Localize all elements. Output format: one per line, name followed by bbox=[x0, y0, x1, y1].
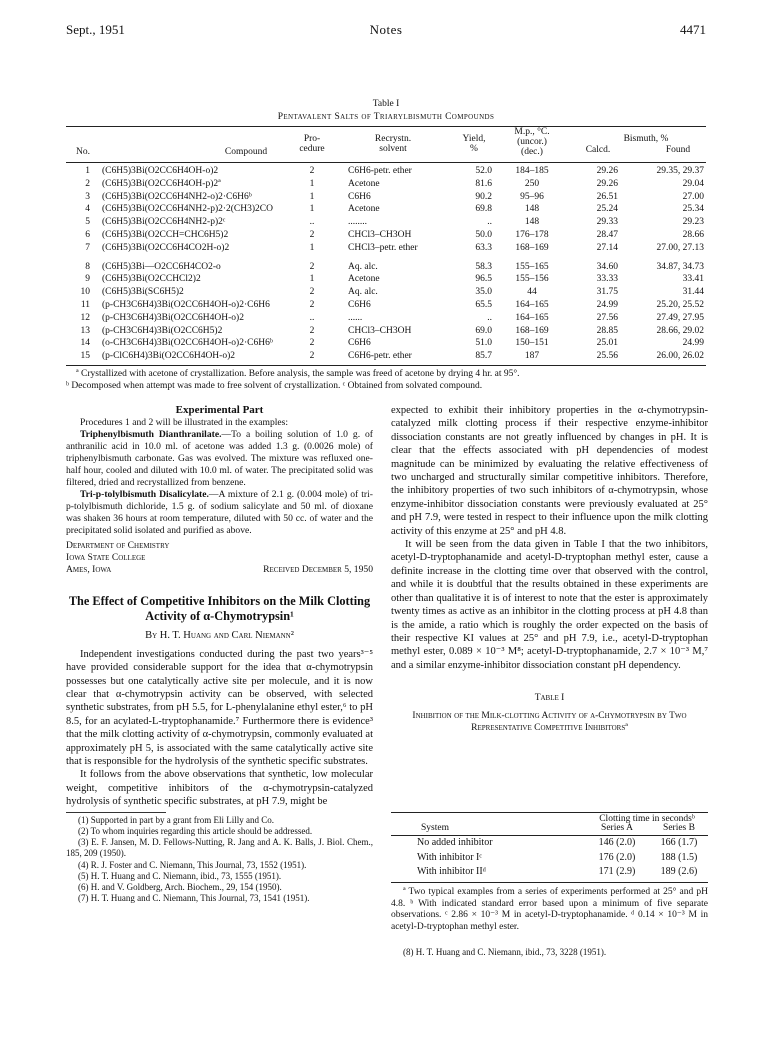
col-header-mp-3: (dec.) bbox=[521, 147, 543, 157]
table1-cell-bismuth-found: 29.35, 29.37 bbox=[656, 166, 704, 176]
table1-cell-mp: 44 bbox=[527, 287, 537, 298]
table1-body bbox=[66, 166, 706, 364]
table1-cell-bismuth-found: 24.99 bbox=[682, 338, 704, 349]
col-header-bismuth: Bismuth, % bbox=[623, 134, 669, 144]
col-header-mp-1: M.p., °C. bbox=[514, 127, 550, 137]
table1-cell-yield: 90.2 bbox=[475, 191, 492, 202]
table1-row bbox=[66, 204, 706, 217]
table1-cell-solvent: CHCl3–CH3OH bbox=[348, 325, 412, 336]
table1-cell-solvent: Acetone bbox=[348, 274, 380, 285]
table1-row bbox=[66, 274, 706, 287]
table1-cell-compound: (C6H5)3Bi(O2CC6H4OH-p)2ª bbox=[102, 178, 221, 189]
table1-cell-bismuth-calcd: 25.24 bbox=[596, 204, 618, 215]
running-header bbox=[66, 22, 706, 40]
article-title: The Effect of Competitive Inhibitors on the Milk Clotting Activity of α-Chymotrypsin¹ bbox=[68, 594, 371, 624]
table1-cell-number: 8 bbox=[85, 261, 90, 272]
table1-cell-solvent: C6H6 bbox=[348, 338, 371, 349]
header-date: Sept., 1951 bbox=[66, 22, 125, 37]
table1-cell-yield: 35.0 bbox=[475, 287, 492, 298]
table1-cell-procedure: 1 bbox=[309, 242, 315, 253]
table1-cell-compound: (C6H5)3Bi(O2CC6H4NH2-o)2·C6H6ᵇ bbox=[102, 191, 252, 202]
table1-cell-procedure: 2 bbox=[309, 261, 315, 272]
experimental-intro: Procedures 1 and 2 will be illustrated in the examples: bbox=[80, 417, 289, 429]
table1-cell-procedure: 2 bbox=[309, 287, 315, 298]
table1-header-rule bbox=[66, 162, 706, 163]
table1-cell-number: 15 bbox=[80, 351, 90, 362]
table1-cell-procedure: 2 bbox=[309, 325, 315, 336]
col-header-solvent-1: Recrystn. bbox=[374, 134, 412, 144]
table1-bottom-rule bbox=[66, 365, 706, 366]
table1-cell-yield: 96.5 bbox=[475, 274, 492, 285]
table1-cell-solvent: ...... bbox=[348, 312, 363, 323]
table2-cell-series-b: 166 (1.7) bbox=[660, 837, 698, 848]
header-section: Notes bbox=[369, 22, 403, 37]
table1-cell-mp: 164–165 bbox=[515, 300, 549, 310]
right-column bbox=[391, 404, 708, 734]
table1-row bbox=[66, 338, 706, 351]
table1-cell-compound: (C6H5)3Bi(O2CC6H4NH2-p)2·2(CH3)2CO bbox=[102, 204, 273, 215]
table1-row bbox=[66, 243, 706, 256]
table2-header-series-b: Series B bbox=[663, 823, 695, 833]
table1-cell-compound: (p-CH3C6H4)3Bi(O2CC6H4OH-o)2 bbox=[102, 312, 244, 323]
table1-cell-bismuth-calcd: 29.26 bbox=[596, 166, 618, 176]
table1-cell-bismuth-calcd: 25.01 bbox=[596, 338, 618, 349]
table2-top-rule bbox=[391, 812, 708, 813]
table1-cell-compound: (C6H5)3Bi(O2CC6H4CO2H-o)2 bbox=[102, 242, 230, 253]
table1-cell-number: 10 bbox=[80, 287, 90, 298]
table1-cell-yield: 65.5 bbox=[475, 300, 492, 310]
table1-cell-number: 12 bbox=[80, 312, 90, 323]
table1-cell-mp: 184–185 bbox=[515, 166, 549, 176]
table1-cell-solvent: Acetone bbox=[348, 178, 380, 189]
procedure-1-text: —To a boiling solution of 1.0 g. of anthranilic acid in 10.0 ml. of acetone was added 1.3 g. (0.0026 mole) of triphenylbismuth carbonate. Gas was evolved. The mixture was refluxed one-half hour, cooled and diluted with 10.0 ml. of water. The precipitated solid was filtered, dried and recrystallized from benzene. bbox=[66, 429, 373, 489]
table1-row bbox=[66, 351, 706, 364]
table1-top-rule bbox=[66, 126, 706, 127]
table1-cell-mp: 150–151 bbox=[515, 338, 549, 349]
table1-cell-bismuth-found: 26.00, 26.02 bbox=[656, 351, 704, 362]
table1-cell-bismuth-found: 25.20, 25.52 bbox=[656, 300, 704, 310]
right-paragraph-2: It will be seen from the data given in Table I that the two inhibitors, acetyl-D-tryptophanamide and acetyl-D-tryptophan methyl ester, cause a definite increase in the clotting time over that observed with the control, and while it is doubtful that the results obtained in these experiments are other than qualitative it is of interest to note that the ester is approximately twenty times as active as an inhibitor in the clotting process at pH 4.8 than is the amide, a ratio which is roughly the order expected on the basis of their respective KI values at 25° and pH 7.9, i.e., acetyl-D-tryptophan methyl ester, 0.089 × 10⁻³ M⁸; acetyl-D-tryptophanamide, 2.7 × 10⁻³ M,⁷ and a similar enzyme-inhibitor dissociation constant pH dependency. bbox=[391, 539, 708, 671]
table1-cell-procedure: 1 bbox=[309, 191, 315, 202]
table1-cell-solvent: Aq. alc. bbox=[348, 261, 378, 272]
table1-cell-yield: 85.7 bbox=[475, 351, 492, 362]
intro-paragraph-1: Independent investigations conducted during the past two years³⁻⁵ have provided considerable support for the idea that α-chymotrypsin possesses but one catalytically active site per molecule, and it is now clear that α-chymotrypsin activity can be observed, with selected synthetic substrates, from pH 5.5, for L-phenylalanine ethyl ester,⁶ to pH 8.5, for an acylated-L-tryptophanamide.⁷ Furthermore there is evidence³ that the milk clotting activity of α-chymotrypsin, commonly evaluated at approximately pH 5, is associated with the same catalytically active site that is responsible for the hydrolysis of the synthetic specific substrates. bbox=[66, 648, 373, 768]
table1-cell-bismuth-calcd: 28.47 bbox=[596, 230, 618, 240]
procedure-2-paragraph bbox=[66, 489, 373, 537]
table2-cell-system: With inhibitor IIᵈ bbox=[417, 866, 486, 877]
procedure-2-title: Tri-p-tolylbismuth Disalicylate. bbox=[80, 489, 209, 501]
left-column bbox=[66, 404, 373, 904]
table1-cell-bismuth-found: 27.49, 27.95 bbox=[656, 312, 704, 323]
table1-cell-number: 11 bbox=[80, 300, 90, 310]
table1-cell-yield: .. bbox=[487, 312, 492, 323]
col-header-no: No. bbox=[76, 147, 90, 157]
table2-cell-series-a: 176 (2.0) bbox=[598, 851, 636, 863]
table1-cell-bismuth-calcd: 29.33 bbox=[596, 217, 618, 228]
table2-header-rule bbox=[391, 835, 708, 836]
footnote-8: (8) H. T. Huang and C. Niemann, ibid., 73, 3228 (1951). bbox=[403, 947, 607, 958]
table1-row bbox=[66, 179, 706, 192]
table1-cell-procedure: 1 bbox=[309, 178, 315, 189]
col-header-yield-1: Yield, bbox=[462, 134, 486, 144]
table1-cell-mp: 148 bbox=[524, 204, 540, 215]
table1-cell-compound: (C6H5)3Bi(O2CCH=CHC6H5)2 bbox=[102, 230, 229, 240]
table1-cell-yield: 51.0 bbox=[475, 338, 492, 349]
table1-cell-bismuth-found: 27.00, 27.13 bbox=[656, 242, 704, 253]
table1-cell-yield: 81.6 bbox=[475, 178, 492, 189]
table1-cell-bismuth-found: 34.87, 34.73 bbox=[656, 261, 704, 272]
table1-cell-mp: 187 bbox=[524, 351, 540, 362]
table1-cell-yield: 58.3 bbox=[475, 261, 492, 272]
footnote-5: (5) H. T. Huang and C. Niemann, ibid., 73, 1555 (1951). bbox=[78, 870, 282, 881]
table1-cell-bismuth-found: 33.41 bbox=[682, 274, 704, 285]
table1-cell-mp: 164–165 bbox=[515, 312, 549, 323]
table1-cell-mp: 148 bbox=[524, 217, 540, 228]
col-header-procedure-1: Pro- bbox=[303, 134, 321, 144]
table1-cell-bismuth-calcd: 29.26 bbox=[596, 178, 618, 189]
table1-cell-compound: (C6H5)3Bi(O2CC6H4NH2-p)2ᶜ bbox=[102, 217, 226, 228]
header-page-number: 4471 bbox=[680, 22, 706, 37]
table1-cell-yield: 52.0 bbox=[475, 166, 492, 176]
table1-cell-bismuth-found: 29.04 bbox=[682, 178, 704, 189]
table1-cell-procedure: .. bbox=[309, 217, 315, 228]
table1-cell-solvent: CHCl3–petr. ether bbox=[348, 242, 418, 253]
table1-cell-yield: 63.3 bbox=[475, 242, 492, 253]
col-header-compound: Compound bbox=[224, 147, 268, 157]
table1-cell-procedure: 2 bbox=[309, 338, 315, 349]
table1-cell-bismuth-found: 28.66, 29.02 bbox=[656, 325, 704, 336]
table1-cell-yield: 69.8 bbox=[475, 204, 492, 215]
table1-cell-compound: (C6H5)3Bi(SC6H5)2 bbox=[102, 287, 184, 298]
col-header-yield-2: % bbox=[470, 144, 478, 154]
table2-cell-series-a: 146 (2.0) bbox=[598, 837, 636, 848]
table1-row bbox=[66, 166, 706, 179]
table1-cell-mp: 168–169 bbox=[515, 242, 549, 253]
table1-cell-number: 7 bbox=[85, 242, 90, 253]
table1-caption: Table I bbox=[372, 99, 400, 109]
table1-cell-procedure: 1 bbox=[309, 204, 315, 215]
table1-cell-bismuth-calcd: 34.60 bbox=[596, 261, 618, 272]
table1-cell-number: 9 bbox=[85, 274, 90, 285]
table2-footnote: ª Two typical examples from a series of experiments performed at 25° and pH 4.8. ᵇ With indicated standard error based upon a minimum of five separate observations. ᶜ 2.86 × 10⁻³ M in acetyl-D-tryptophanamide. ᵈ 0.14 × 10⁻³ M in acetyl-D-tryptophan methyl ester. bbox=[391, 887, 708, 932]
col-header-mp-2: (uncor.) bbox=[517, 137, 547, 147]
table1-cell-bismuth-calcd: 24.99 bbox=[596, 300, 618, 310]
table2-cell-series-a: 171 (2.9) bbox=[598, 866, 636, 877]
table1-cell-bismuth-found: 28.66 bbox=[682, 230, 704, 240]
footnote-2: (2) To whom inquiries regarding this article should be addressed. bbox=[78, 825, 313, 836]
table1-cell-mp: 176–178 bbox=[515, 230, 549, 240]
table1-cell-yield: 69.0 bbox=[475, 325, 492, 336]
table1-cell-solvent: Aq. alc. bbox=[348, 287, 378, 298]
table2-row bbox=[391, 852, 708, 866]
table1-cell-compound: (o-CH3C6H4)3Bi(O2CC6H4OH-o)2·C6H6ᵇ bbox=[102, 338, 273, 349]
col-header-solvent-2: solvent bbox=[379, 144, 407, 154]
table1-cell-compound: (C6H5)3Bi(O2CCHCl2)2 bbox=[102, 274, 201, 285]
table1-cell-mp: 168–169 bbox=[515, 325, 549, 336]
table2-body bbox=[391, 837, 708, 881]
table2-caption: Table I bbox=[534, 693, 565, 704]
table1-cell-compound: (p-ClC6H4)3Bi(O2CC6H4OH-o)2 bbox=[102, 351, 235, 362]
table2-title: Inhibition of the Milk-clotting Activity of α-Chymotrypsin by Two Representative Competitive Inhibitorsª bbox=[412, 710, 687, 733]
table1-row bbox=[66, 230, 706, 243]
table1-cell-number: 14 bbox=[80, 338, 90, 349]
table1-footnote-b: ᵇ Decomposed when attempt was made to free solvent of crystallization. ᶜ Obtained from solvated compound. bbox=[66, 381, 483, 391]
table1-cell-number: 5 bbox=[85, 217, 90, 228]
table2-cell-system: With inhibitor Iᶜ bbox=[417, 851, 482, 863]
affiliation-line bbox=[66, 564, 373, 576]
footnote-separator bbox=[66, 812, 166, 813]
table1-cell-compound: (p-CH3C6H4)3Bi(O2CC6H4OH-o)2·C6H6 bbox=[102, 300, 270, 310]
table1-cell-number: 4 bbox=[85, 204, 90, 215]
table1-cell-procedure: 2 bbox=[309, 351, 315, 362]
table1-row bbox=[66, 300, 706, 313]
table1-cell-solvent: C6H6-petr. ether bbox=[348, 351, 412, 362]
procedure-1-paragraph bbox=[66, 429, 373, 489]
table1-cell-solvent: C6H6-petr. ether bbox=[348, 166, 412, 176]
table1-row bbox=[66, 217, 706, 230]
table1-cell-mp: 250 bbox=[524, 178, 540, 189]
table1-cell-number: 2 bbox=[85, 178, 90, 189]
table1-row bbox=[66, 326, 706, 339]
table1-cell-bismuth-found: 31.44 bbox=[682, 287, 704, 298]
affiliation-city: Ames, Iowa bbox=[66, 564, 112, 576]
table2-cell-system: No added inhibitor bbox=[417, 837, 493, 848]
table1-cell-bismuth-calcd: 25.56 bbox=[596, 351, 618, 362]
right-paragraph-1: expected to exhibit their inhibitory properties in the α-chymotrypsin-catalyzed milk clotting process if their respective enzyme-inhibitor dissociation constants are not greatly influenced by changes in pH. It is clear that the effects associated with pH dependencies of modest magnitude can be minimized by evaluating the relative effectiveness of two uncharged and structurally similar competitive inhibitors. Therefore, the inhibitory properties of two such inhibitors of α-chymotrypsin, whose enzyme-inhibitor dissociation constants were previously evaluated at 25° and pH 7.9, were tested in respect to their influence upon the milk clotting activity of this enzyme at 25° and pH 4.8. bbox=[391, 405, 708, 537]
footnote-6: (6) H. and V. Goldberg, Arch. Biochem., 29, 154 (1950). bbox=[78, 881, 282, 892]
table1-cell-yield: .. bbox=[487, 217, 492, 228]
table2-row bbox=[391, 837, 708, 851]
table1-cell-bismuth-calcd: 26.51 bbox=[596, 191, 618, 202]
experimental-heading: Experimental Part bbox=[175, 404, 264, 416]
table1-cell-solvent: C6H6 bbox=[348, 300, 371, 310]
received-date: Received December 5, 1950 bbox=[263, 564, 373, 576]
col-header-found: Found bbox=[665, 145, 691, 155]
table1-cell-bismuth-found: 27.00 bbox=[682, 191, 704, 202]
table1-row bbox=[66, 313, 706, 326]
table2-header-series-a: Series A bbox=[601, 823, 633, 833]
table1-cell-number: 1 bbox=[85, 166, 90, 176]
table1-cell-solvent: C6H6 bbox=[348, 191, 371, 202]
table2-cell-series-b: 189 (2.6) bbox=[660, 866, 698, 877]
table1-cell-compound: (C6H5)3Bi—O2CC6H4CO2-o bbox=[102, 261, 221, 272]
table1-cell-bismuth-calcd: 27.14 bbox=[596, 242, 618, 253]
table1-cell-bismuth-calcd: 33.33 bbox=[596, 274, 618, 285]
table1-cell-procedure: 2 bbox=[309, 230, 315, 240]
table1-cell-yield: 50.0 bbox=[475, 230, 492, 240]
footnote-4: (4) R. J. Foster and C. Niemann, This Journal, 73, 1552 (1951). bbox=[78, 859, 307, 870]
intro-paragraph-2: It follows from the above observations that synthetic, low molecular weight, competitive inhibitors of the α-chymotrypsin-catalyzed hydrolysis of synthetic specific substrates, at pH 7.9, might be bbox=[66, 769, 373, 808]
table1-cell-compound: (p-CH3C6H4)3Bi(O2CC6H5)2 bbox=[102, 325, 223, 336]
table2-bottom-rule bbox=[391, 882, 708, 883]
table2 bbox=[391, 812, 708, 884]
table1-cell-mp: 155–156 bbox=[515, 274, 549, 285]
table1-title: Pentavalent Salts of Triarylbismuth Compounds bbox=[277, 112, 495, 122]
col-header-calcd: Calcd. bbox=[585, 145, 611, 155]
table1-row bbox=[66, 287, 706, 300]
table1-column-headers bbox=[66, 129, 706, 161]
procedure-2-text: —A mixture of 2.1 g. (0.004 mole) of tri-p-tolylbismuth dichloride, 1.5 g. of sodium salicylate and 50 ml. of dioxane was shaken 36 hours at room temperature, diluted with 50 cc. of water and the precipitated solid isolated and purified as above. bbox=[66, 489, 373, 537]
article-byline: By H. T. Huang and Carl Niemann² bbox=[145, 630, 294, 642]
table1-cell-number: 13 bbox=[80, 325, 90, 336]
table1-cell-solvent: Acetone bbox=[348, 204, 380, 215]
table1-cell-mp: 155–165 bbox=[515, 261, 549, 272]
table1-cell-bismuth-found: 25.34 bbox=[682, 204, 704, 215]
table1-cell-bismuth-calcd: 27.56 bbox=[596, 312, 618, 323]
table2-header-system: System bbox=[421, 823, 449, 833]
procedure-1-title: Triphenylbismuth Dianthranilate. bbox=[80, 429, 222, 441]
affiliation-department: Department of Chemistry bbox=[66, 540, 170, 552]
table1-cell-solvent: CHCl3–CH3OH bbox=[348, 230, 412, 240]
footnote-7: (7) H. T. Huang and C. Niemann, This Journal, 73, 1541 (1951). bbox=[78, 893, 310, 904]
table2-cell-series-b: 188 (1.5) bbox=[660, 851, 698, 863]
affiliation-college: Iowa State College bbox=[66, 552, 146, 564]
left-footnotes bbox=[66, 812, 373, 905]
table1-cell-bismuth-calcd: 28.85 bbox=[596, 325, 618, 336]
table1-cell-procedure: 2 bbox=[309, 300, 315, 310]
table1-row bbox=[66, 262, 706, 275]
table2-row bbox=[391, 866, 708, 880]
table1-cell-procedure: 1 bbox=[309, 274, 315, 285]
table1-cell-number: 3 bbox=[85, 191, 90, 202]
col-header-procedure-2: cedure bbox=[299, 144, 325, 154]
table1-footnote-a: ª Crystallized with acetone of crystallization. Before analysis, the sample was freed of acetone by drying 4 hr. at 95°. bbox=[76, 369, 520, 379]
right-column-lower bbox=[391, 887, 708, 959]
table2-header-group: Clotting time in secondsᵇ bbox=[599, 814, 695, 824]
table1-cell-compound: (C6H5)3Bi(O2CC6H4OH-o)2 bbox=[102, 166, 219, 176]
table1-cell-bismuth-calcd: 31.75 bbox=[596, 287, 618, 298]
table1-row bbox=[66, 192, 706, 205]
table1-cell-procedure: .. bbox=[309, 312, 315, 323]
footnote-3: (3) E. F. Jansen, M. D. Fellows-Nutting, R. Jang and A. K. Balls, J. Biol. Chem., 185, 209 (1950). bbox=[66, 837, 373, 859]
table1-cell-solvent: ........ bbox=[348, 217, 367, 228]
footnote-1: (1) Supported in part by a grant from Eli Lilly and Co. bbox=[78, 814, 274, 825]
table1-cell-mp: 95–96 bbox=[520, 191, 544, 202]
table1-cell-procedure: 2 bbox=[309, 166, 315, 176]
table1-cell-number: 6 bbox=[85, 230, 90, 240]
table1-cell-bismuth-found: 29.23 bbox=[682, 217, 704, 228]
